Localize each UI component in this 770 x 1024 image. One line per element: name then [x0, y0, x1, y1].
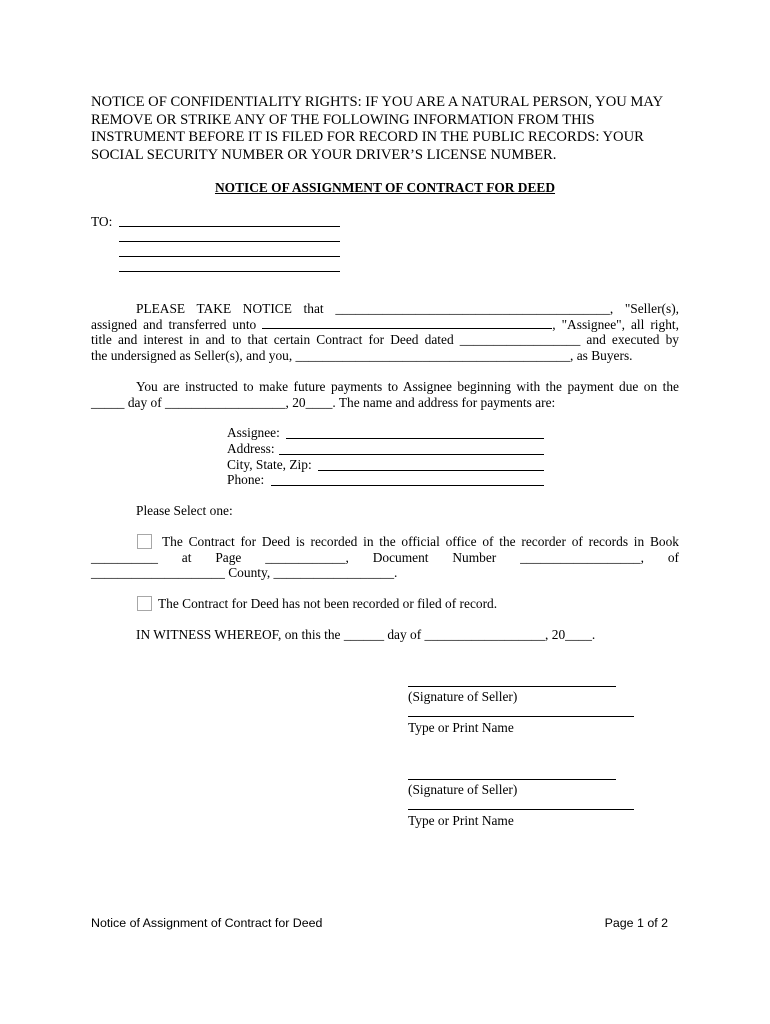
- phone-field[interactable]: [271, 485, 544, 486]
- seller-signature-line-1[interactable]: [408, 686, 616, 687]
- paragraph-line-1: PLEASE TAKE NOTICE that _________________________________________, "Seller(s),: [136, 301, 680, 316]
- footer-page-number: Page 1 of 2: [604, 916, 668, 930]
- print-name-line-2[interactable]: [408, 809, 634, 810]
- witness-clause: IN WITNESS WHEREOF, on this the ______ day of __________________, 20____.: [136, 627, 596, 642]
- phone-label: Phone:: [227, 472, 265, 487]
- to-line-1[interactable]: [119, 226, 340, 227]
- to-line-3[interactable]: [119, 256, 340, 257]
- payment-line-1: You are instructed to make future payments to Assignee beginning with the payment due on the: [136, 379, 679, 394]
- payment-line-2: _____ day of __________________, 20____. The name and address for payments are:: [91, 394, 556, 410]
- recorded-line-3: ____________________ County, __________________.: [91, 565, 398, 581]
- signature-label-2: (Signature of Seller): [408, 782, 518, 797]
- recorded-option-text: [91, 534, 679, 581]
- address-label: Address:: [227, 441, 275, 456]
- recorded-line-1: The Contract for Deed is recorded in the official office of the recorder of records in Book: [162, 534, 679, 549]
- footer-document-name: Notice of Assignment of Contract for Deed: [91, 916, 323, 930]
- assignee-label: Assignee:: [227, 425, 280, 440]
- to-line-4[interactable]: [119, 271, 340, 272]
- address-field[interactable]: [279, 454, 544, 455]
- paragraph-line-3: title and interest in and to that certain Contract for Deed dated __________________ and executed by: [91, 332, 679, 348]
- to-label: TO:: [91, 214, 113, 229]
- document-title: NOTICE OF ASSIGNMENT OF CONTRACT FOR DEED: [214, 180, 556, 195]
- city-state-zip-label: City, State, Zip:: [227, 457, 312, 472]
- paragraph-line-4: the undersigned as Seller(s), and you, _________________________________________, as Buyers.: [91, 347, 633, 363]
- assignee-name-line[interactable]: [262, 318, 552, 329]
- city-state-zip-field[interactable]: [318, 470, 544, 471]
- print-name-line-1[interactable]: [408, 716, 634, 717]
- seller-signature-line-2[interactable]: [408, 779, 616, 780]
- print-name-label-2: Type or Print Name: [408, 813, 514, 828]
- select-prompt: Please Select one:: [136, 503, 233, 518]
- not-recorded-option-text: The Contract for Deed has not been recorded or filed of record.: [158, 596, 498, 611]
- assignee-field[interactable]: [286, 438, 544, 439]
- payment-paragraph: [91, 379, 679, 410]
- print-name-label-1: Type or Print Name: [408, 720, 514, 735]
- signature-label-1: (Signature of Seller): [408, 689, 518, 704]
- paragraph-line-2: assigned and transferred unto , "Assignee", all right,: [91, 316, 679, 332]
- notice-paragraph: [91, 301, 679, 363]
- to-line-2[interactable]: [119, 241, 340, 242]
- confidentiality-notice: NOTICE OF CONFIDENTIALITY RIGHTS: IF YOU ARE A NATURAL PERSON, YOU MAY REMOVE OR STRIKE ANY OF THE FOLLOWING INFORMATION FROM THIS INSTRUMENT BEFORE IT IS FILED FOR RECORD IN THE PUBLIC RECORDS: YOUR SOCIAL SECURITY NUMBER OR YOUR DRIVER’S LICENSE NUMBER.: [91, 94, 663, 163]
- recorded-line-2: __________ at Page ____________, Document Number __________________, of: [91, 549, 679, 565]
- not-recorded-checkbox[interactable]: [137, 596, 152, 611]
